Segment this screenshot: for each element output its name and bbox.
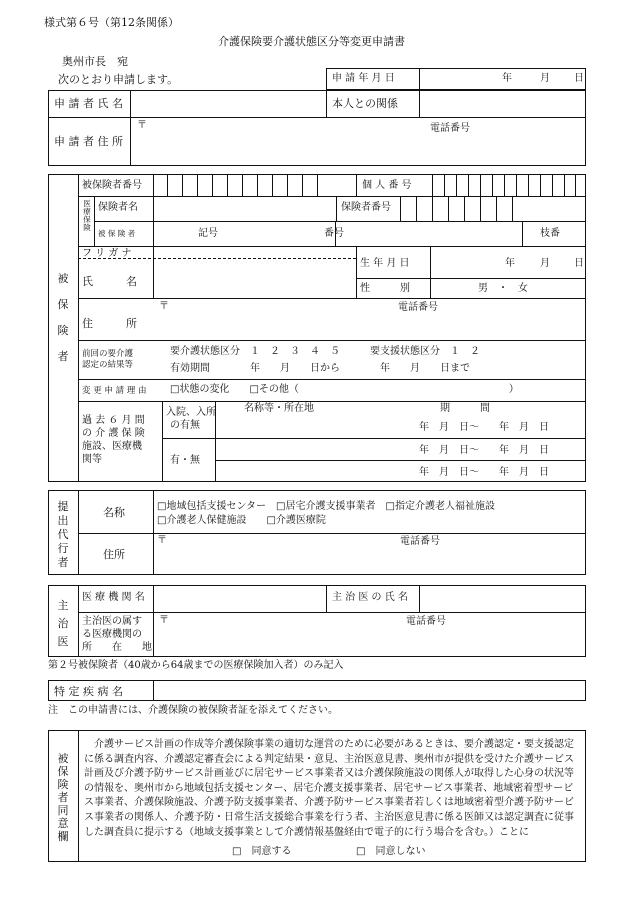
applicant-address-label: 申 請 者 住 所 (54, 135, 123, 148)
symbol-label: 記号 (198, 228, 218, 239)
sex-label: 性 別 (360, 283, 410, 294)
birth-day[interactable]: 日 (574, 258, 584, 269)
insurer-name-label: 保険者名 (98, 202, 138, 213)
attach-note: 注 この申請書には、介護保険の被保険者証を添えてください。 (48, 705, 338, 716)
form-number: 様式第６号（第12条関係） (44, 16, 179, 29)
agent-options-line1[interactable]: □地域包括支援センター □居宅介護支援事業者 □指定介護老人福祉施設 (157, 501, 495, 512)
yes-no-option[interactable]: 有・無 (170, 455, 200, 466)
consent-side-label: 被 保 険 者 同 意 欄 (57, 752, 69, 843)
birth-date-label: 生 年 月 日 (360, 258, 410, 269)
agent-side-label: 提 出 代 行 者 (57, 500, 69, 569)
previous-result-label: 前回の要介護 認定の結果等 (82, 349, 134, 370)
date-day[interactable]: 日 (574, 73, 584, 84)
disease-label: 特 定 疾 病 名 (54, 685, 123, 698)
branch-label: 枝番 (540, 228, 560, 239)
intro-text: 次のとおり申請します。 (58, 73, 179, 86)
applicant-phone-label: 電話番号 (430, 123, 470, 134)
disagree-checkbox[interactable]: □ 同意しない (356, 846, 426, 857)
valid-period-line[interactable]: 有効期間 年 月 日から 年 月 日まで (170, 363, 470, 374)
agree-checkbox[interactable]: □ 同意する (232, 846, 292, 857)
facility-name-label: 名称等・所在地 (244, 403, 314, 414)
applicant-section (48, 90, 586, 166)
doctor-affil-label: 主治医の属す る医療機関の 所 在 地 (82, 616, 152, 653)
applicant-name-label: 申 請 者 氏 名 (54, 97, 123, 110)
doctor-postal-mark: 〒 (159, 615, 169, 626)
med-insured-label: 被 保 険 者 (98, 229, 136, 238)
agent-address-label: 住所 (103, 548, 125, 561)
relation-label: 本人との関係 (332, 97, 398, 110)
doctor-phone-label: 電話番号 (406, 616, 446, 627)
insured-side-label: 被 保 険 者 (57, 272, 69, 363)
addressee: 奥州市長 宛 (62, 55, 128, 68)
birth-month[interactable]: 月 (540, 258, 550, 269)
period-row-2[interactable]: 年 月 日～ 年 月 日 (419, 445, 549, 456)
period-row-3[interactable]: 年 月 日～ 年 月 日 (419, 467, 549, 478)
insurer-number-label: 保険者番号 (341, 202, 391, 213)
sex-options[interactable]: 男 ・ 女 (478, 283, 528, 294)
period-label: 期 間 (440, 403, 490, 414)
change-reason-label: 変 更 申 請 理 由 (82, 386, 147, 396)
change-reason-line[interactable]: □状態の変化 □その他（ ） (170, 384, 519, 395)
agent-options-line2[interactable]: □介護老人保健施設 □介護医療院 (157, 515, 326, 526)
number-label: 番号 (324, 228, 344, 239)
category2-note: 第２号被保険者（40歳から64歳までの医療保険加入者）のみ記入 (48, 660, 344, 671)
agent-name-label: 名称 (103, 506, 125, 519)
insured-phone-label: 電話番号 (398, 302, 438, 313)
doctor-side-label: 主 治 医 (57, 599, 69, 648)
disease-section (48, 680, 586, 701)
insured-address-label: 住 所 (82, 317, 137, 330)
birth-year[interactable]: 年 (505, 258, 515, 269)
consent-text: 介護サービス計画の作成等介護保険事業の適切な運営のために必要があるときは、要介護認定・要支援認定に係る調査内容、介護認定審査会による判定結果・意見、主治医意見書、奥州市が提供を受けた介護サービス計画及び介護予防サービス計画並びに居宅サービス事業者又は介護保険施設の関係人が取得した心身の状況等の情報を、奥州市から地域包括支援センター、居宅介護支援事業者、居宅サービス事業者、地域密着型サービス事業者、介護保険施設、介護予防支援事業者、介護予防サービス事業者若しくは地域密着型介護予防サービス事業者の関係人、介護予防・日常生活支援総合事業を行う者、主治医意見書に係る医師又は認定調査に従事した調査員に提示する（地域支援事業として介護情報基盤経由で電子的に行う場合を含む。）ことに (84, 739, 574, 838)
care-level-line[interactable]: 要介護状態区分 １ ２ ３ ４ ５ 要支援状態区分 １ ２ (170, 346, 480, 357)
institution-label: 医 療 機 関 名 (82, 592, 145, 603)
insured-name-label: 氏 名 (82, 275, 137, 288)
application-date-label: 申 請 年 月 日 (332, 73, 395, 84)
date-month[interactable]: 月 (540, 73, 550, 84)
applicant-postal-mark: 〒 (137, 120, 147, 131)
admission-label: 入院、入所 の有無 (166, 407, 216, 431)
doctor-name-label: 主 治 医 の 氏 名 (332, 592, 408, 603)
medical-insurance-vertical: 医療保険 (83, 199, 91, 232)
furigana-label: フ リ ガ ナ (82, 248, 132, 259)
insured-postal-mark: 〒 (159, 301, 169, 312)
page-title: 介護保険要介護状態区分等変更申請書 (218, 35, 405, 48)
facility-label: 過 去 ６ 月 間 の 介 護 保 険 施設、医療機 関等 (82, 415, 145, 465)
period-row-1[interactable]: 年 月 日～ 年 月 日 (419, 422, 549, 433)
personal-number-label: 個 人 番 号 (362, 180, 412, 191)
agent-postal-mark: 〒 (157, 535, 167, 546)
date-year[interactable]: 年 (502, 73, 512, 84)
insured-number-label: 被保険者番号 (82, 180, 142, 191)
agent-phone-label: 電話番号 (400, 536, 440, 547)
